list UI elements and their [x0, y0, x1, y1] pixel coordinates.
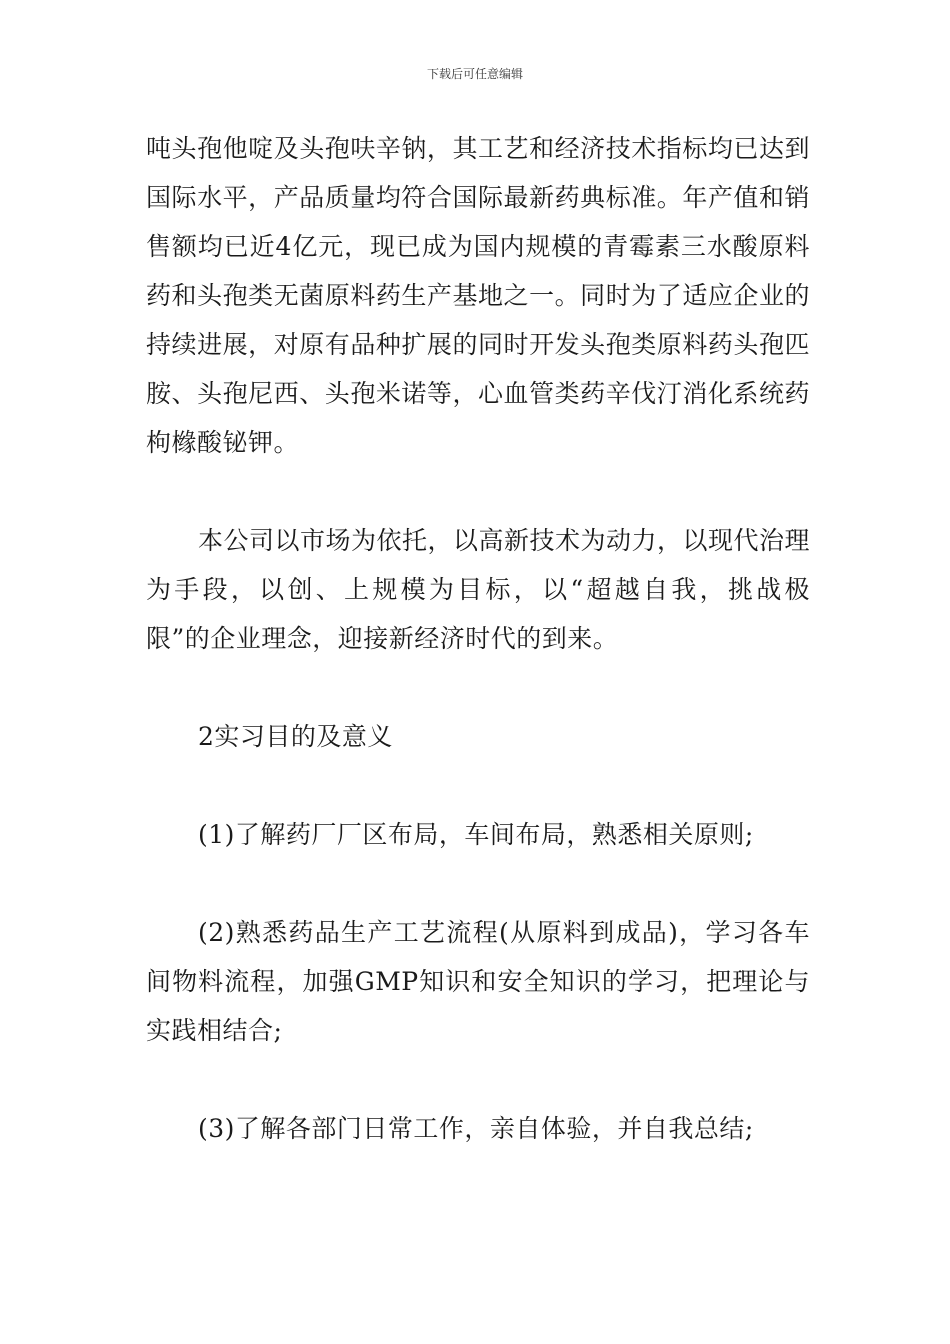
- paragraph-company-products: 吨头孢他啶及头孢呋辛钠，其工艺和经济技术指标均已达到国际水平，产品质量均符合国际最新药典标准。年产值和销售额均已近4亿元，现已成为国内规模的青霉素三水酸原料药和头孢类无菌原料药生产基地之一。同时为了适应企业的持续进展，对原有品种扩展的同时开发头孢类原料药头孢匹胺、头孢尼西、头孢米诺等，心血管类药辛伐汀消化系统药枸橼酸铋钾。: [146, 134, 810, 457]
- list-item-1: (1)了解药厂厂区布局，车间布局，熟悉相关原则;: [198, 820, 754, 849]
- list-item-2: (2)熟悉药品生产工艺流程(从原料到成品)，学习各车间物料流程，加强GMP知识和安全知识的学习，把理论与实践相结合;: [146, 918, 810, 1045]
- section-heading-purpose: 2实习目的及意义: [198, 722, 393, 751]
- list-item-3: (3)了解各部门日常工作，亲自体验，并自我总结;: [198, 1114, 754, 1143]
- document-body: [146, 124, 810, 1153]
- page-header: 下载后可任意编辑: [426, 67, 523, 81]
- paragraph-company-philosophy: 本公司以市场为依托，以高新技术为动力，以现代治理为手段，以创、上规模为目标，以“超越自我，挑战极限”的企业理念，迎接新经济时代的到来。: [146, 526, 811, 653]
